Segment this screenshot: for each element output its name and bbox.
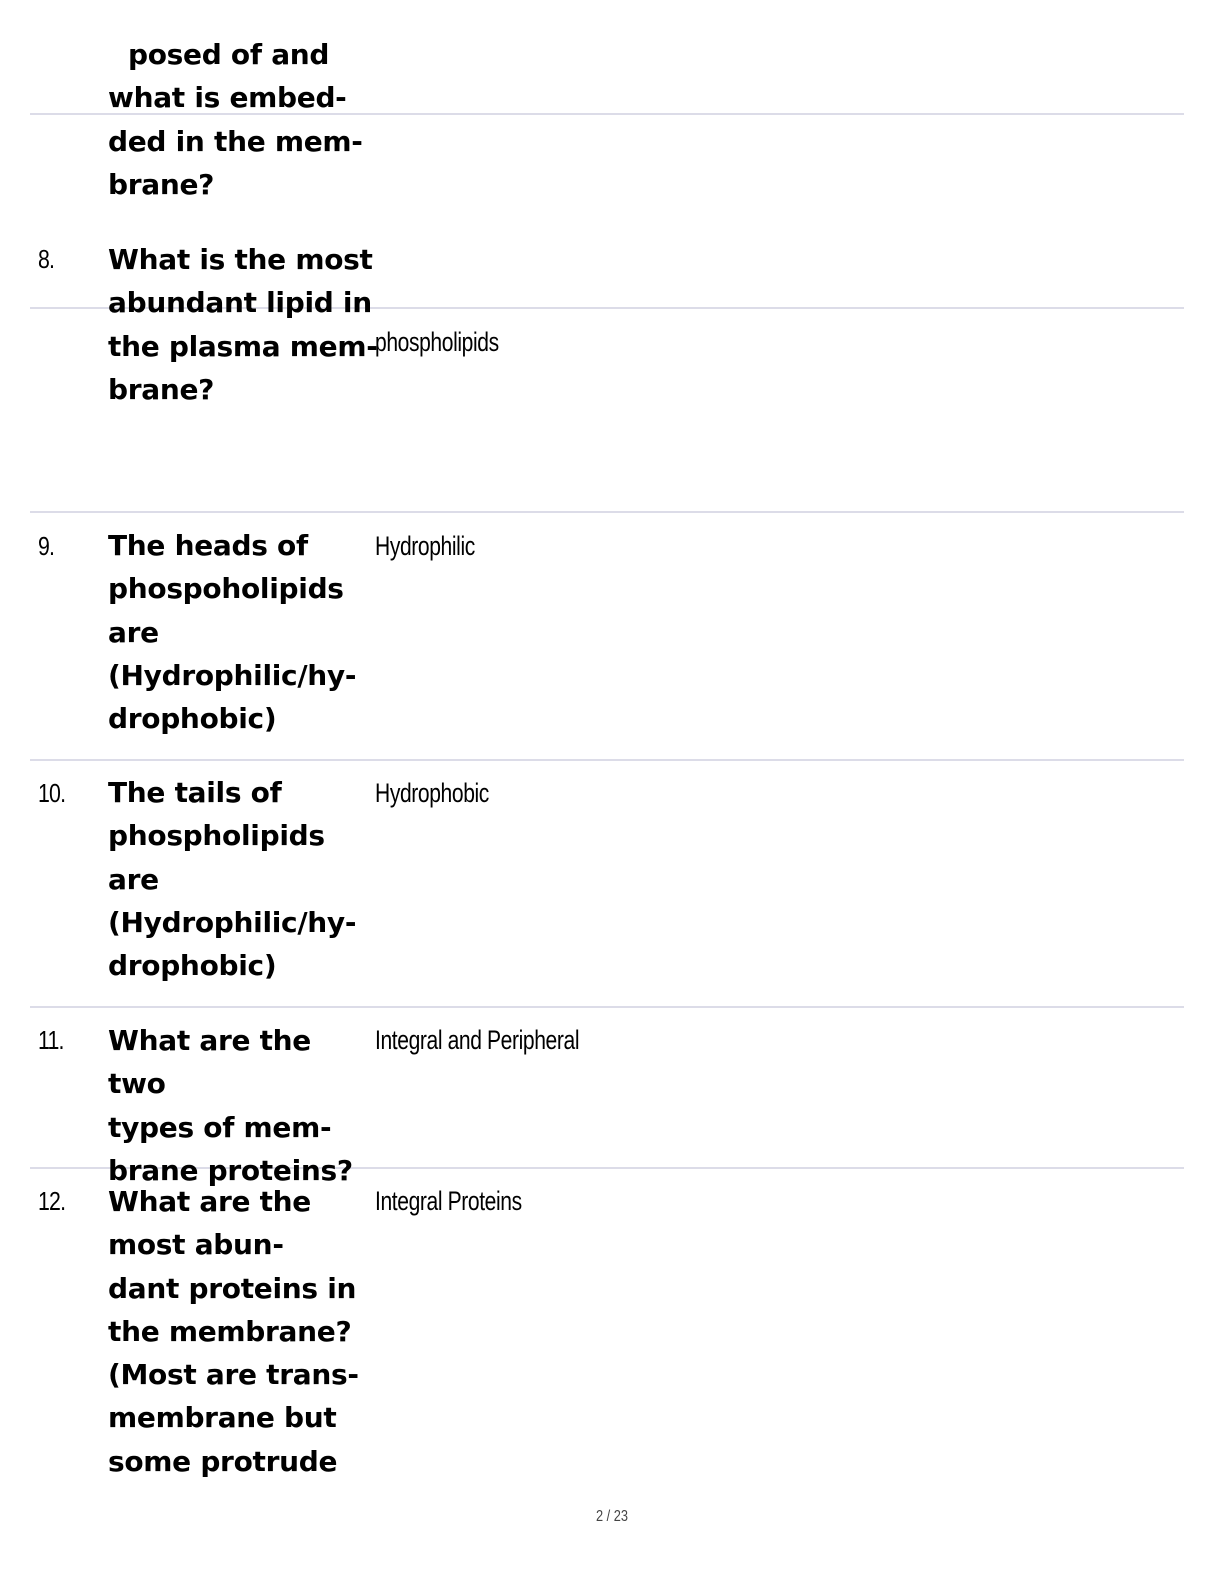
answer-text: Hydrophobic bbox=[375, 778, 489, 808]
question-text: The tails of phospholipids are (Hydrophilic/hy- drophobic) bbox=[108, 776, 357, 983]
answer-text: Integral and Peripheral bbox=[375, 1025, 580, 1055]
question-number: 8. bbox=[38, 244, 55, 274]
page-number: 2 / 23 bbox=[595, 1508, 629, 1525]
question-number: 10. bbox=[38, 778, 66, 808]
question-number: 9. bbox=[38, 531, 55, 561]
question-text: What are the two types of mem- brane proteins? bbox=[108, 1024, 353, 1187]
row-divider bbox=[30, 759, 1184, 761]
answer-text: Integral Proteins bbox=[375, 1186, 522, 1216]
question-text: The heads of phospoholipids are (Hydrophilic/hy- drophobic) bbox=[108, 529, 357, 736]
question-text: posed of and what is embed- ded in the mem- brane? bbox=[108, 38, 363, 201]
answer-text: Hydrophilic bbox=[375, 531, 475, 561]
question-text: What is the most abundant lipid in the plasma mem- brane? bbox=[108, 243, 378, 406]
question-number: 12. bbox=[38, 1186, 66, 1216]
answer-text: phospholipids bbox=[375, 327, 499, 357]
page-number-footer bbox=[0, 1508, 1224, 1526]
row-divider bbox=[30, 1006, 1184, 1008]
question-number: 11. bbox=[38, 1025, 64, 1055]
row-divider bbox=[30, 511, 1184, 513]
question-text: What are the most abun- dant proteins in the membrane? (Most are trans- membrane but some protrude bbox=[108, 1185, 359, 1478]
